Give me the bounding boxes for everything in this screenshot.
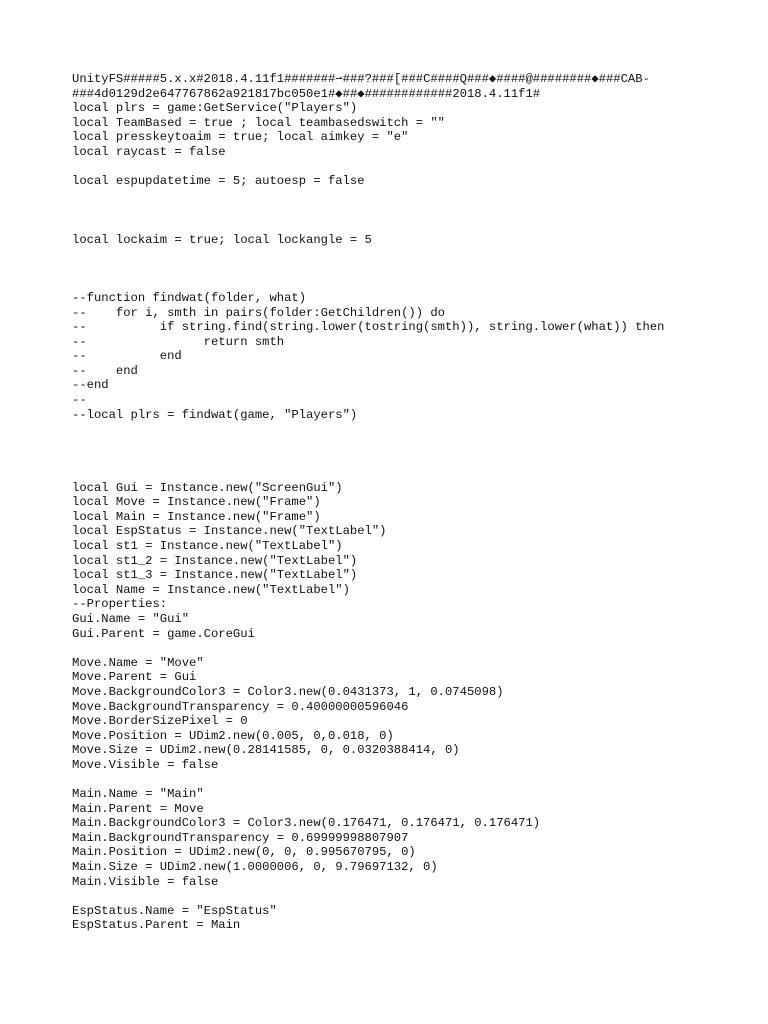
code-line: Move.BorderSizePixel = 0 (72, 714, 248, 729)
code-line (72, 203, 712, 218)
code-line: Move.Size = UDim2.new(0.28141585, 0, 0.0320388414, 0) (72, 743, 460, 758)
code-line: -- end (72, 363, 138, 378)
code-line: Main.BackgroundTransparency = 0.69999998807907 (72, 830, 409, 845)
code-line: Main.Size = UDim2.new(1.0000006, 0, 9.79697132, 0) (72, 860, 438, 875)
code-line: local Name = Instance.new("TextLabel") (72, 582, 350, 597)
code-line: local st1_3 = Instance.new("TextLabel") (72, 568, 358, 583)
code-line (72, 160, 712, 175)
code-line (72, 247, 712, 262)
code-line (72, 276, 712, 291)
code-line: EspStatus.Name = "EspStatus" (72, 903, 277, 918)
code-line: Gui.Name = "Gui" (72, 611, 190, 626)
code-line: local st1 = Instance.new("TextLabel") (72, 539, 343, 553)
code-line: local espupdatetime = 5; autoesp = false (72, 174, 365, 189)
code-line: --Properties: (72, 597, 168, 612)
code-line: Main.BackgroundColor3 = Color3.new(0.176471, 0.176471, 0.176471) (72, 816, 541, 831)
code-line (72, 189, 712, 204)
code-line: local Main = Instance.new("Frame") (72, 509, 321, 524)
code-line: Main.Visible = false (72, 874, 219, 889)
code-line: ###4d0129d2e647767862a921817bc050e1#◆##◆############2018.4.11f1# (72, 86, 541, 101)
code-line: Move.Visible = false (72, 757, 219, 772)
code-line: Move.Parent = Gui (72, 670, 197, 685)
code-line: --function findwat(folder, what) (72, 290, 307, 305)
code-line: local lockaim = true; local lockangle = 5 (72, 232, 372, 247)
code-line (72, 889, 712, 904)
code-line: Move.BackgroundTransparency = 0.40000000596046 (72, 699, 409, 714)
code-line: Move.Name = "Move" (72, 655, 204, 670)
code-line: Main.Name = "Main" (72, 787, 204, 802)
code-line: local raycast = false (72, 144, 226, 159)
code-line (72, 466, 712, 481)
code-line (72, 422, 712, 437)
code-line (72, 451, 712, 466)
code-line: -- end (72, 349, 182, 364)
code-line: local EspStatus = Instance.new("TextLabel") (72, 524, 387, 539)
code-line: Main.Parent = Move (72, 801, 204, 816)
code-line (72, 218, 712, 233)
code-line: UnityFS#####5.x.x#2018.4.11f1#######⇀###?###[###C####Q###◆####@########◆###CAB- (72, 72, 650, 86)
code-block (72, 72, 712, 933)
code-line: Move.BackgroundColor3 = Color3.new(0.0431373, 1, 0.0745098) (72, 684, 504, 699)
code-line: -- if string.find(string.lower(tostring(smth)), string.lower(what)) then (72, 320, 665, 335)
code-line: Main.Position = UDim2.new(0, 0, 0.995670795, 0) (72, 845, 416, 860)
code-line (72, 641, 712, 656)
code-line: local presskeytoaim = true; local aimkey = "e" (72, 130, 409, 145)
code-line: -- (72, 393, 87, 408)
code-line (72, 437, 712, 452)
code-line: Gui.Parent = game.CoreGui (72, 626, 255, 641)
code-line: Move.Position = UDim2.new(0.005, 0,0.018, 0) (72, 728, 394, 743)
code-line: local Gui = Instance.new("ScreenGui") (72, 480, 343, 495)
code-line: local TeamBased = true ; local teambasedswitch = "" (72, 115, 445, 130)
code-line: local st1_2 = Instance.new("TextLabel") (72, 553, 358, 568)
code-line: local Move = Instance.new("Frame") (72, 495, 321, 510)
code-line: -- for i, smth in pairs(folder:GetChildren()) do (72, 305, 445, 320)
code-line: local plrs = game:GetService("Players") (72, 101, 358, 116)
code-line: --local plrs = findwat(game, "Players") (72, 407, 358, 422)
code-line: --end (72, 378, 109, 393)
code-line (72, 773, 712, 788)
code-line (72, 262, 712, 277)
code-line: -- return smth (72, 334, 285, 349)
code-line: EspStatus.Parent = Main (72, 918, 241, 933)
